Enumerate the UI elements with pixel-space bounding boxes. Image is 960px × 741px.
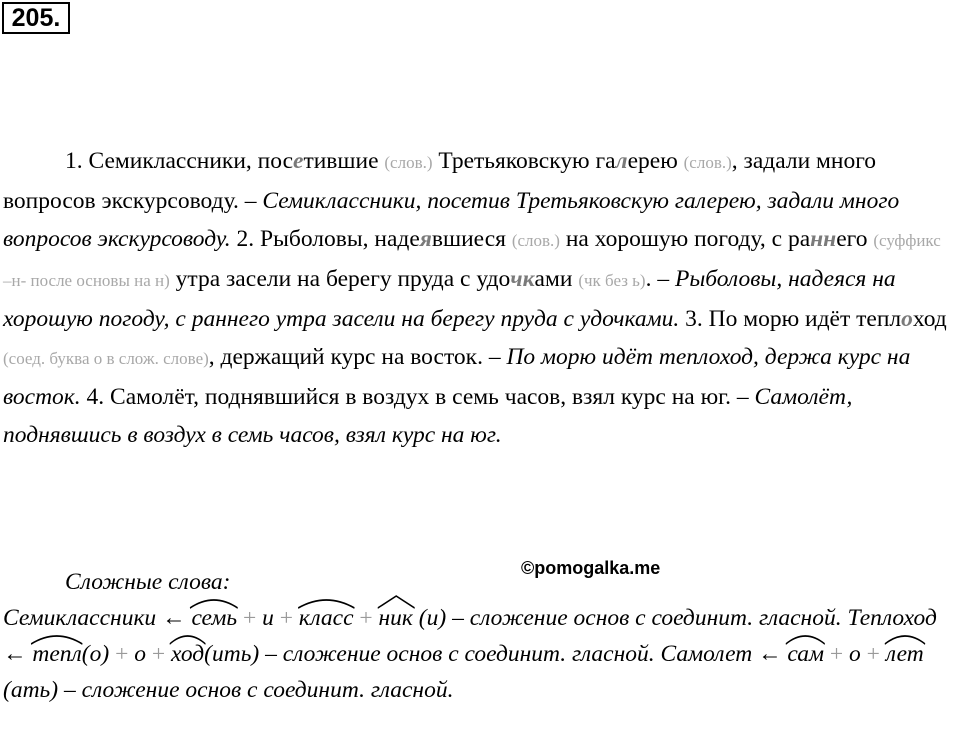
connecting-vowel: и <box>262 605 274 631</box>
plus-sign: + <box>109 641 135 667</box>
section-heading: Сложные слова: <box>65 569 231 595</box>
root-arc <box>32 636 81 672</box>
watermark: ©pomogalka.me <box>521 558 661 578</box>
text-run: (ать) – сложение основ с соединит. гласной. <box>3 677 454 703</box>
text-run: тившие <box>303 148 385 174</box>
compound-word: Теплоход ← <box>3 605 937 667</box>
text-run: 4. Самолёт, поднявшийся в воздух в семь часов, взял курс на юг. – <box>80 384 755 410</box>
root-arc <box>171 636 204 672</box>
text-run: 2. Рыболовы, наде <box>230 226 420 252</box>
exercise-text <box>3 142 953 454</box>
plus-sign: + <box>237 605 263 631</box>
highlighted-letter: нн <box>810 226 837 252</box>
compound-word: Самолет ← <box>654 641 788 667</box>
highlighted-letter: я <box>419 226 432 252</box>
plus-sign: + <box>353 605 379 631</box>
text-run: , <box>731 148 738 174</box>
highlighted-letter: о <box>901 306 913 332</box>
highlighted-letter: л <box>615 148 628 174</box>
text-run: . – <box>645 266 675 292</box>
text-run: , держащий курс на восток. – <box>208 344 507 370</box>
answer-sentence: Рыболовы, надеяся на хорошую погоду, с раннего утра засели на берегу пруда с удочками. <box>3 266 896 332</box>
grammar-note: (соед. буква о в слож. слове) <box>3 349 209 368</box>
answer-sentence: Семиклассники, посетив Третьяковскую галерею, задали много вопросов экскурсоводу. <box>3 188 900 252</box>
grammar-note: (слов.) <box>683 153 732 172</box>
answer-sentence: По морю идёт теплоход, держа курс на восток. <box>3 344 911 410</box>
root-text: класс <box>298 605 354 631</box>
text-run: (и) – сложение основ с соединит. гласной. <box>412 605 842 631</box>
grammar-note: (чк без ь) <box>578 271 646 290</box>
text-run: на хорошую погоду, с ра <box>559 226 811 252</box>
answer-sentence: Самолёт, поднявшись в воздух в семь часов, взял курс на юг. <box>3 384 853 448</box>
text-run: Третьяковскую га <box>432 148 616 174</box>
root-arc <box>886 636 924 672</box>
text-run: задали много вопросов экскурсоводу. – <box>3 148 877 214</box>
text-run: 3. По морю идёт тепл <box>679 306 902 332</box>
text-run: ход <box>912 306 947 332</box>
compound-word: Семиклассники ← <box>3 605 192 631</box>
highlighted-letter: чк <box>510 266 535 292</box>
text-run: его <box>836 226 874 252</box>
text-run: ерею <box>627 148 684 174</box>
text-run: 1. Семиклассники, пос <box>65 148 294 174</box>
text-run: (ить) – сложение основ с соединит. гласной. <box>204 641 655 667</box>
suffix-mark <box>379 600 413 636</box>
text-run: утра засели на берегу пруда с удо <box>169 266 511 292</box>
text-run: вшиеся <box>431 226 512 252</box>
root-text: тепл <box>32 641 82 667</box>
root-text: лет <box>885 641 924 667</box>
plus-sign: + <box>824 641 850 667</box>
suffix-text: ник <box>378 605 413 631</box>
root-text: сам <box>787 641 824 667</box>
connecting-vowel: о <box>849 641 861 667</box>
grammar-note: (слов.) <box>384 153 433 172</box>
text-run: ами <box>534 266 579 292</box>
root-text: ход <box>170 641 205 667</box>
ending: (о) <box>81 641 110 667</box>
connecting-vowel: о <box>134 641 146 667</box>
highlighted-letter: е <box>293 148 304 174</box>
root-arc <box>787 636 824 672</box>
plus-sign: + <box>860 641 886 667</box>
plus-sign: + <box>145 641 171 667</box>
root-text: семь <box>191 605 238 631</box>
plus-sign: + <box>273 605 299 631</box>
compound-words-section <box>3 564 953 708</box>
exercise-number: 205. <box>2 2 70 34</box>
root-arc <box>299 600 354 636</box>
grammar-note: (слов.) <box>511 231 560 250</box>
grammar-note: (суффикс –н- после основы на н) <box>3 231 941 290</box>
